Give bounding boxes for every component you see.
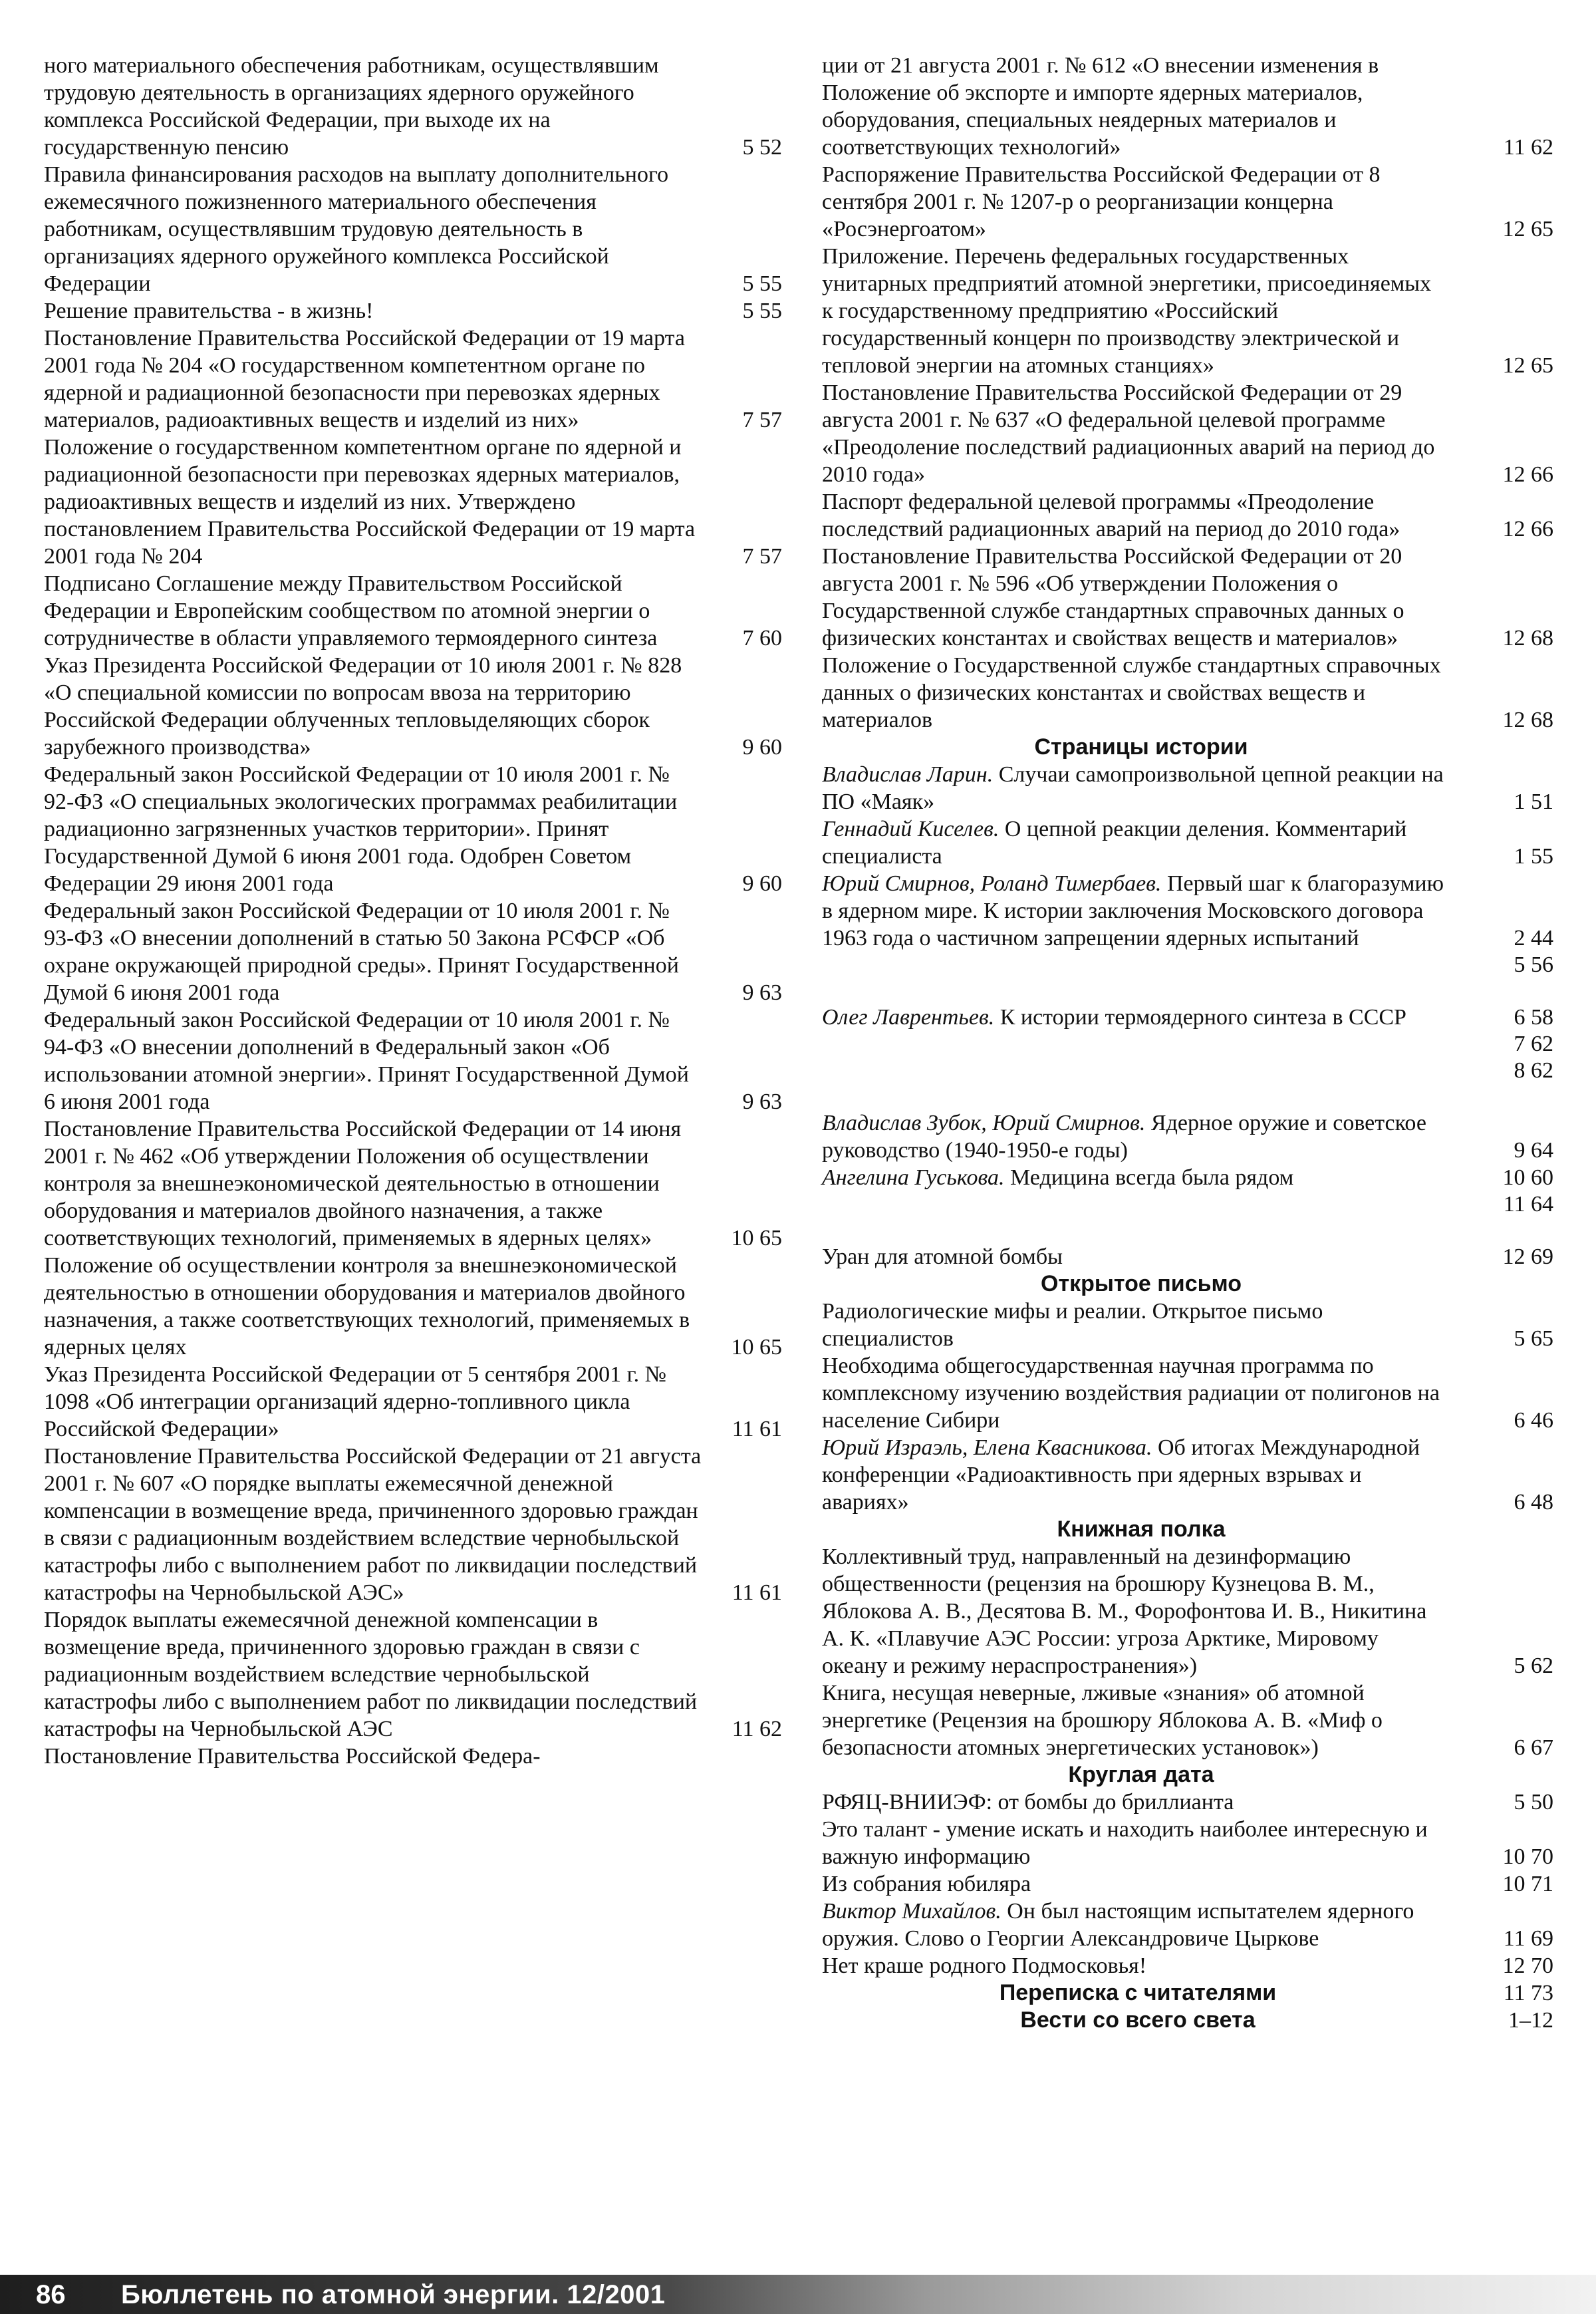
page-ref: 7 60 [742, 626, 782, 651]
page-ref: 11 61 [732, 1580, 782, 1605]
toc-entry [822, 1898, 1553, 1952]
entry-text [44, 52, 710, 161]
entry-title: Подписано Соглашение между Правительством Российской Федерации и Европейским сообществом по атомной энергии о сотрудничестве в области управляемого термоядерного синтеза [44, 571, 658, 651]
page-ref-extra: 7 62 [1514, 1032, 1553, 1056]
toc-entry [44, 1361, 782, 1443]
toc-entry [822, 815, 1553, 870]
page-ref: 5 50 [1514, 1790, 1553, 1814]
entry-title: Ядерное оружие и советское руководство (1940-1950-е годы) [822, 1111, 1426, 1163]
page-ref: 5 62 [1514, 1654, 1553, 1678]
toc-entry [822, 1789, 1553, 1816]
entry-text [822, 379, 1454, 488]
entry-title: О цепной реакции деления. Комментарий специалиста [822, 817, 1407, 869]
page-ref: 1 51 [1514, 790, 1553, 814]
entry-text [822, 1164, 1454, 1191]
page-ref: 9 63 [742, 980, 782, 1005]
toc-entry [44, 1006, 782, 1115]
page-ref: 10 65 [731, 1226, 782, 1250]
entry-text [822, 815, 1454, 870]
entry-title: Распоряжение Правительства Российской Федерации от 8 сентября 2001 г. № 1207-р о реорганизации концерна «Росэнергоатом» [822, 162, 1381, 241]
toc-entry [44, 325, 782, 434]
right-intro-entries [822, 52, 1553, 734]
toc-entry [44, 897, 782, 1006]
open-letter-entries [822, 1298, 1553, 1516]
journal-title: Бюллетень по атомной энергии. 12/2001 [121, 2280, 666, 2309]
page-ref: 9 63 [742, 1089, 782, 1114]
page-ref: 12 70 [1502, 1953, 1553, 1978]
entry-title: Постановление Правительства Российской Федера- [44, 1744, 541, 1769]
page-ref: 12 65 [1502, 217, 1553, 241]
right-column [822, 52, 1553, 2034]
toc-entry [822, 52, 1553, 161]
page-ref: 5 52 [742, 135, 782, 160]
toc-entry [822, 379, 1553, 488]
entry-text [822, 1679, 1454, 1761]
page-ref-extra: 8 62 [1514, 1058, 1553, 1083]
page-ref: 11 62 [1503, 135, 1553, 160]
entry-text [44, 434, 710, 570]
entry-title: Указ Президента Российской Федерации от 5 сентября 2001 г. № 1098 «Об интеграции организаций ядерно-топливного цикла Российской Федерации» [44, 1362, 667, 1441]
entry-title: Первый шаг к благоразумию в ядерном мире. К истории заключения Московского договора 1963 года о частичном запрещении ядерных испытаний [822, 871, 1444, 950]
entry-title: Случаи самопроизвольной цепной реакции на ПО «Маяк» [822, 762, 1444, 814]
toc-entry [822, 1870, 1553, 1898]
entry-title: Он был настоящим испытателем ядерного оружия. Слово о Георгии Александровиче Цыркове [822, 1899, 1414, 1951]
section-heading-correspondence: Переписка с читателями [999, 1980, 1277, 2005]
toc-entry [44, 652, 782, 761]
page-ref: 6 48 [1514, 1490, 1553, 1515]
toc-entry [822, 161, 1553, 243]
entry-author: Ангелина Гуськова. [822, 1165, 1005, 1190]
entry-title: Положение о государственном компетентном органе по ядерной и радиационной безопасности при перевозках ядерных материалов, радиоактивных веществ и изделий из них. Утверждено постановлением Правительства Российской Федерации от 19 марта 2001 года № 204 [44, 435, 696, 569]
toc-entry [44, 1606, 782, 1743]
entry-text [822, 1816, 1454, 1870]
section-heading-world-news: Вести со всего света [1020, 2007, 1256, 2033]
entry-title: Федеральный закон Российской Федерации от 10 июля 2001 г. № 92-ФЗ «О специальных экологических программах реабилитации радиационно загрязненных участков территории». Принят Государственной Думой 6 июня 2001 года. Одобрен Советом Федерации 29 июня 2001 года [44, 762, 678, 896]
toc-entry [822, 1543, 1553, 1679]
page-ref: 10 71 [1502, 1872, 1553, 1896]
entry-text [822, 652, 1454, 734]
entry-title: Постановление Правительства Российской Федерации от 20 августа 2001 г. № 596 «Об утверждении Положения о Государственной службе стандартных справочных данных о физических константах и свойствах веществ и материалов» [822, 544, 1404, 651]
left-column [44, 52, 782, 1770]
entry-text [44, 1361, 710, 1443]
entry-text [822, 488, 1454, 543]
entry-text [822, 1434, 1454, 1516]
entry-text [822, 543, 1454, 652]
page-ref: 9 64 [1514, 1138, 1553, 1163]
entry-title: Это талант - умение искать и находить наиболее интересную и важную информацию [822, 1817, 1428, 1869]
entry-text [822, 761, 1454, 815]
page-ref: 1 55 [1514, 844, 1553, 869]
toc-entry [44, 1115, 782, 1252]
page-ref: 5 55 [742, 271, 782, 296]
entry-title: Порядок выплаты ежемесячной денежной компенсации в возмещение вреда, причиненного здоровью граждан в связи с радиационным воздействием вследствие чернобыльской катастрофы либо с выполнением работ по ликвидации последствий катастрофы на Чернобыльской АЭС [44, 1608, 698, 1741]
section-heading-open-letter: Открытое письмо [1041, 1271, 1242, 1296]
page-ref: 1–12 [1508, 2008, 1553, 2033]
entry-title: Приложение. Перечень федеральных государственных унитарных предприятий атомной энергетики, присоединяемых к государственному предприятию «Российский государственный концерн по производству электрической и тепловой энергии на атомных станциях» [822, 244, 1432, 378]
entry-text [44, 297, 710, 325]
page-ref: 9 60 [742, 871, 782, 896]
page-ref: 6 46 [1514, 1408, 1553, 1433]
entry-author: Владислав Зубок, Юрий Смирнов. [822, 1111, 1146, 1135]
page-ref: 5 65 [1514, 1326, 1553, 1351]
toc-entry [822, 870, 1553, 952]
toc-entry [44, 1252, 782, 1361]
toc-entry [822, 1679, 1553, 1761]
entry-title: Постановление Правительства Российской Федерации от 21 августа 2001 г. № 607 «О порядке выплаты ежемесячной денежной компенсации в возмещение вреда, причиненного здоровью граждан в связи с радиационным воздействием вследствие чернобыльской катастрофы либо с выполнением работ по ликвидации последствий катастрофы на Чернобыльской АЭС» [44, 1444, 702, 1605]
entry-title: Постановление Правительства Российской Федерации от 29 августа 2001 г. № 637 «О федеральной целевой программе «Преодоление последствий радиационных аварий на период до 2010 года» [822, 380, 1435, 487]
page-number: 86 [36, 2280, 66, 2309]
toc-entry [44, 434, 782, 570]
entry-title: К истории термоядерного синтеза в СССР [994, 1005, 1406, 1030]
entry-text [822, 870, 1454, 952]
toc-entry [822, 1164, 1553, 1191]
toc-entry [822, 1243, 1553, 1270]
entry-title: Решение правительства - в жизнь! [44, 299, 374, 323]
entry-text [44, 897, 710, 1006]
entry-text [44, 1006, 710, 1115]
page-ref: 2 44 [1514, 926, 1553, 950]
page-ref: 12 68 [1502, 626, 1553, 651]
bookshelf-entries [822, 1543, 1553, 1761]
entry-text [44, 161, 710, 297]
page-ref: 6 58 [1514, 1005, 1553, 1030]
entry-title: Коллективный труд, направленный на дезинформацию общественности (рецензия на брошюру Кузнецова В. М., Яблокова А. В., Десятова В. М., Форофонтова И. В., Никитина А. К. «Плавучие АЭС России: угроза Арктике, Мировому океану и режиму нераспространения») [822, 1544, 1427, 1678]
toc-entry [822, 1352, 1553, 1434]
anniversary-entries [822, 1789, 1553, 1979]
entry-title: ного материального обеспечения работникам, осуществлявшим трудовую деятельность в организациях ядерного оружейного комплекса Российской Федерации, при выходе их на государственную пенсию [44, 53, 659, 160]
page-ref: 10 70 [1502, 1844, 1553, 1869]
entry-title: Медицина всегда была рядом [1004, 1165, 1294, 1190]
page-ref: 11 73 [1503, 1981, 1553, 2005]
entry-title: Уран для атомной бомбы [822, 1244, 1063, 1269]
entry-author: Юрий Смирнов, Роланд Тимербаев. [822, 871, 1162, 896]
toc-entry [822, 1434, 1553, 1516]
entry-text [44, 761, 710, 897]
entry-text [822, 1352, 1454, 1434]
page-ref: 10 65 [731, 1335, 782, 1360]
section-heading-history: Страницы истории [1034, 734, 1248, 760]
toc-entry [822, 488, 1553, 543]
entry-title: РФЯЦ-ВНИИЭФ: от бомбы до бриллианта [822, 1790, 1234, 1814]
entry-text [822, 1870, 1454, 1898]
entry-text [822, 1004, 1454, 1031]
correspondence-entry [822, 1979, 1553, 2007]
page-ref: 12 69 [1502, 1244, 1553, 1269]
entry-title: Книга, несущая неверные, лживые «знания» об атомной энергетике (Рецензия на брошюру Яблокова А. В. «Миф о безопасности атомных энергетических установок») [822, 1681, 1383, 1760]
toc-entry [822, 1952, 1553, 1979]
entry-text [822, 1298, 1454, 1352]
toc-entry [44, 1443, 782, 1606]
entry-title: Правила финансирования расходов на выплату дополнительного ежемесячного пожизненного материального обеспечения работникам, осуществлявшим трудовую деятельность в организациях ядерного оружейного комплекса Российской Федерации [44, 162, 669, 296]
page-ref: 7 57 [742, 544, 782, 569]
toc-entry [822, 1298, 1553, 1352]
entry-text [44, 652, 710, 761]
entry-text [822, 52, 1454, 161]
toc-entry [822, 1816, 1553, 1870]
history-entries [822, 761, 1553, 1270]
toc-entry [44, 297, 782, 325]
page-ref: 12 65 [1502, 353, 1553, 378]
page-ref: 6 67 [1514, 1735, 1553, 1760]
entry-author: Виктор Михайлов. [822, 1899, 1001, 1924]
entry-title: Указ Президента Российской Федерации от 10 июля 2001 г. № 828 «О специальной комиссии по вопросам ввоза на территорию Российской Федерации облученных тепловыделяющих сборок зарубежного производства» [44, 653, 682, 760]
entry-text [822, 1109, 1454, 1164]
entry-title: Радиологические мифы и реалии. Открытое письмо специалистов [822, 1299, 1323, 1351]
toc-entry [44, 1743, 782, 1770]
entry-text [822, 243, 1454, 379]
entry-text [822, 1898, 1454, 1952]
toc-entry [822, 1004, 1553, 1031]
toc-entry [822, 243, 1553, 379]
page-ref: 12 66 [1502, 462, 1553, 487]
toc-entry [822, 652, 1553, 734]
entry-text [822, 1243, 1454, 1270]
toc-entry [822, 1109, 1553, 1164]
page-ref-extra: 11 64 [1503, 1192, 1553, 1217]
page-ref: 7 57 [742, 408, 782, 432]
entry-text [44, 1606, 710, 1743]
page-ref: 11 62 [732, 1717, 782, 1741]
page-ref-extra: 5 56 [1514, 952, 1553, 977]
entry-author: Юрий Израэль, Елена Квасникова. [822, 1435, 1152, 1460]
toc-entry [44, 52, 782, 161]
entry-title: Положение об осуществлении контроля за внешнеэкономической деятельностью в отношении оборудования и материалов двойного назначения, а также соответствующих технологий, применяемых в ядерных целях [44, 1253, 690, 1360]
page-ref: 11 61 [732, 1417, 782, 1441]
entry-text [44, 570, 710, 652]
footer-bar [0, 2275, 1596, 2314]
entry-title: Нет краше родного Подмосковья! [822, 1953, 1147, 1978]
entry-text [44, 325, 710, 434]
page-ref: 12 66 [1502, 517, 1553, 541]
toc-entry [44, 761, 782, 897]
entry-text [44, 1115, 710, 1252]
entry-title: Федеральный закон Российской Федерации от 10 июля 2001 г. № 93-ФЗ «О внесении дополнений в статью 50 Закона РСФСР «Об охране окружающей природной среды». Принят Государственной Думой 6 июня 2001 года [44, 899, 679, 1005]
entry-text [822, 161, 1454, 243]
entry-text [44, 1743, 710, 1770]
entry-text [822, 1789, 1454, 1816]
entry-title: Постановление Правительства Российской Федерации от 19 марта 2001 года № 204 «О государственном компетентном органе по ядерной и радиационной безопасности при перевозках ядерных материалов, радиоактивных веществ и изделий из них» [44, 326, 685, 432]
entry-title: Об итогах Международной конференции «Радиоактивность при ядерных взрывах и авариях» [822, 1435, 1420, 1515]
entry-title: Положение о Государственной службе стандартных справочных данных о физических константах и свойствах веществ и материалов [822, 653, 1441, 732]
toc-entry [822, 543, 1553, 652]
section-heading-anniversary: Круглая дата [1068, 1762, 1214, 1787]
entry-text [822, 1543, 1454, 1679]
section-heading-bookshelf: Книжная полка [1057, 1517, 1226, 1542]
world-news-entry [822, 2007, 1553, 2034]
entry-text [822, 1952, 1454, 1979]
page-ref: 11 69 [1503, 1926, 1553, 1951]
toc-entry [822, 761, 1553, 815]
toc-entry [44, 161, 782, 297]
entry-title: Паспорт федеральной целевой программы «Преодоление последствий радиационных аварий на период до 2010 года» [822, 490, 1400, 541]
entry-title: Постановление Правительства Российской Федерации от 14 июня 2001 г. № 462 «Об утверждении Положения об осуществлении контроля за внешнеэкономической деятельностью в отношении оборудования и материалов двойного назначения, а также соответствующих технологий, применяемых в ядерных целях» [44, 1117, 682, 1250]
toc-entry [44, 570, 782, 652]
entry-text [44, 1443, 710, 1606]
entry-text [44, 1252, 710, 1361]
entry-title: Федеральный закон Российской Федерации от 10 июля 2001 г. № 94-ФЗ «О внесении дополнений в Федеральный закон «Об использовании атомной энергии». Принят Государственной Думой 6 июня 2001 года [44, 1008, 689, 1114]
entry-author: Владислав Ларин. [822, 762, 994, 787]
entry-author: Геннадий Киселев. [822, 817, 999, 841]
entry-title: Необходима общегосударственная научная программа по комплексному изучению воздействия радиации от полигонов на население Сибири [822, 1354, 1440, 1433]
page-ref: 9 60 [742, 735, 782, 760]
page-ref: 5 55 [742, 299, 782, 323]
page-ref: 10 60 [1502, 1165, 1553, 1190]
entry-author: Олег Лаврентьев. [822, 1005, 995, 1030]
entry-title: ции от 21 августа 2001 г. № 612 «О внесении изменения в Положение об экспорте и импорте ядерных материалов, оборудования, специальных неядерных материалов и соответствующих технологий» [822, 53, 1379, 160]
entry-title: Из собрания юбиляра [822, 1872, 1031, 1896]
page-ref: 12 68 [1502, 708, 1553, 732]
